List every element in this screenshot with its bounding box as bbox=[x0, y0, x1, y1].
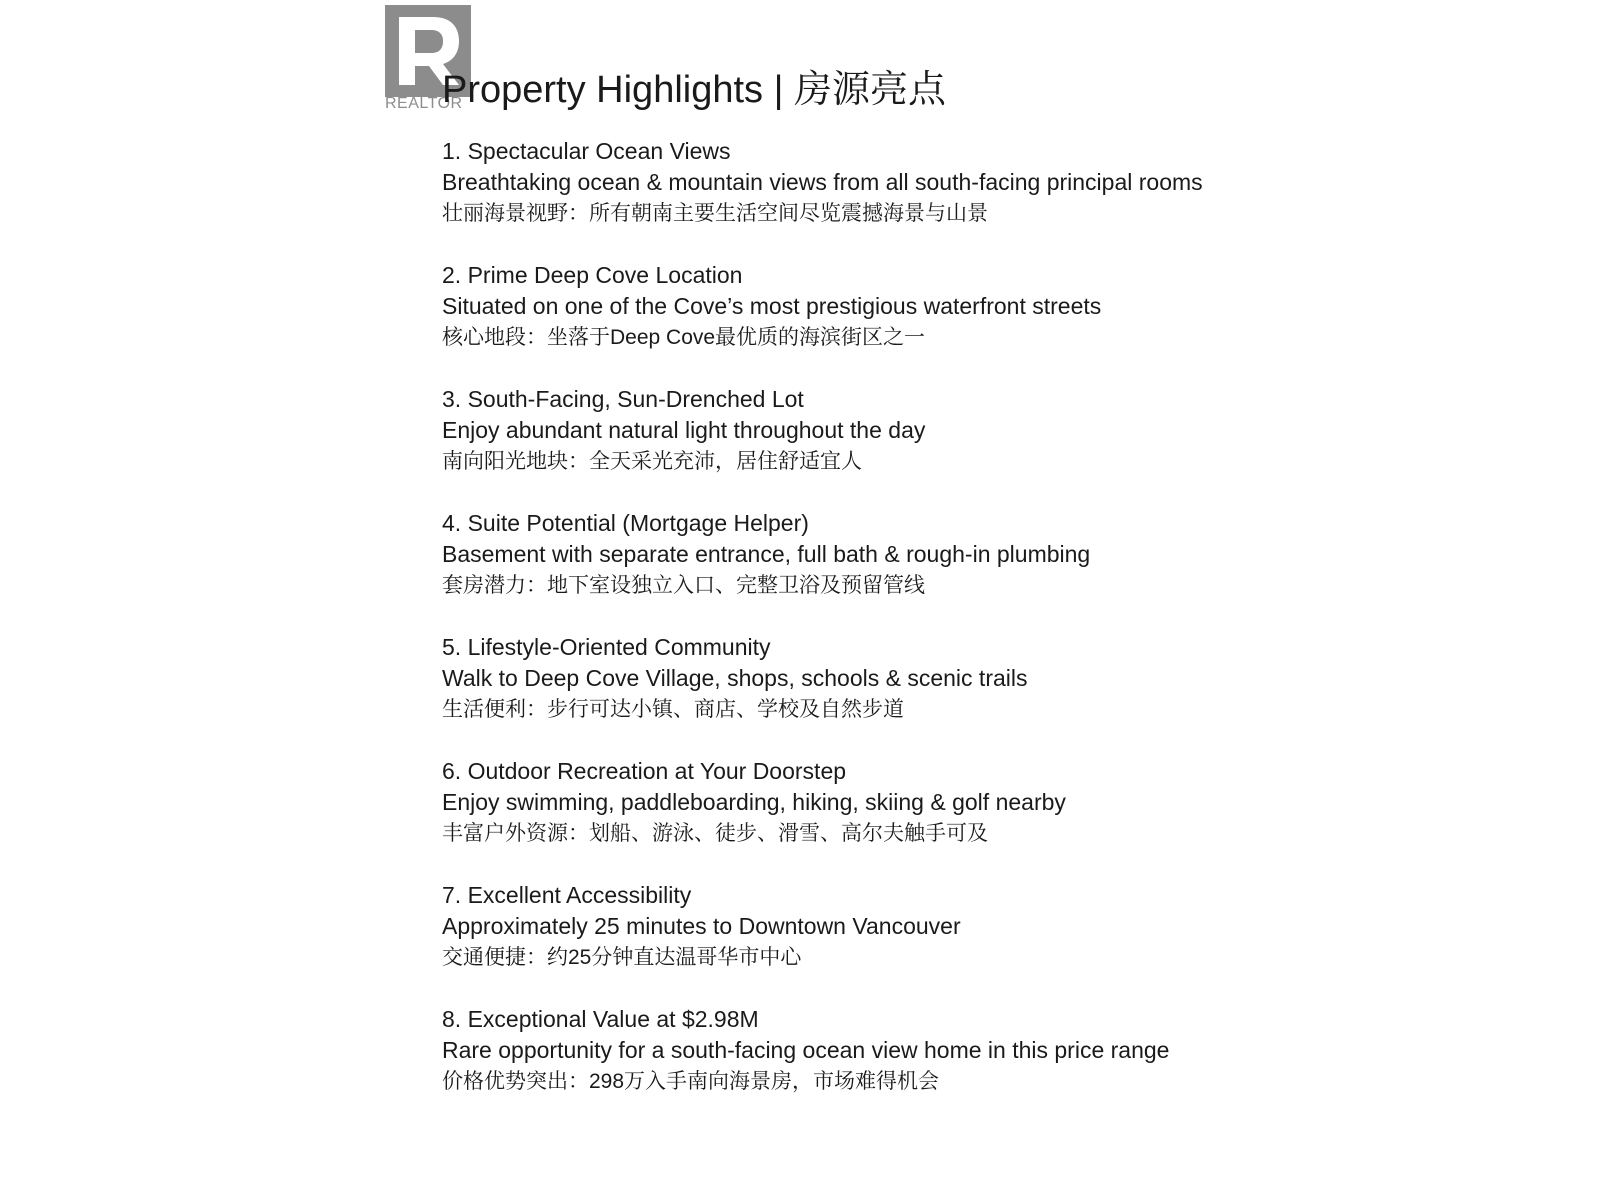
highlight-description-en: Situated on one of the Cove’s most prestigious waterfront streets bbox=[442, 293, 1102, 319]
highlight-item-1 bbox=[442, 136, 1562, 260]
highlight-item-6 bbox=[442, 756, 1562, 880]
highlight-description-cn: 壮丽海景视野：所有朝南主要生活空间尽览震撼海景与山景 bbox=[442, 202, 988, 225]
highlight-item-2 bbox=[442, 260, 1562, 384]
highlight-heading: 5. Lifestyle-Oriented Community bbox=[442, 634, 771, 660]
highlight-item-3 bbox=[442, 384, 1562, 508]
highlight-description-en: Basement with separate entrance, full bath & rough-in plumbing bbox=[442, 541, 1091, 567]
highlight-description-cn: 丰富户外资源：划船、游泳、徒步、滑雪、高尔夫触手可及 bbox=[442, 822, 988, 845]
highlight-description-en: Enjoy abundant natural light throughout the day bbox=[442, 417, 926, 443]
highlight-item-4 bbox=[442, 508, 1562, 632]
highlight-description-en: Walk to Deep Cove Village, shops, schools & scenic trails bbox=[442, 665, 1028, 691]
highlight-description-cn: 核心地段：坐落于Deep Cove最优质的海滨街区之一 bbox=[442, 326, 926, 349]
highlight-item-8 bbox=[442, 1004, 1562, 1128]
highlight-description-en: Enjoy swimming, paddleboarding, hiking, skiing & golf nearby bbox=[442, 789, 1066, 815]
highlights-list bbox=[442, 136, 1562, 1128]
highlight-heading: 7. Excellent Accessibility bbox=[442, 882, 692, 908]
highlight-description-cn: 生活便利：步行可达小镇、商店、学校及自然步道 bbox=[442, 698, 904, 721]
highlight-item-7 bbox=[442, 880, 1562, 1004]
highlight-description-en: Rare opportunity for a south-facing ocean view home in this price range bbox=[442, 1037, 1170, 1063]
realtor-logo-text: REALTOR bbox=[385, 95, 463, 112]
highlight-description-cn: 交通便捷：约25分钟直达温哥华市中心 bbox=[442, 946, 802, 969]
highlight-heading: 6. Outdoor Recreation at Your Doorstep bbox=[442, 758, 847, 784]
highlight-item-5 bbox=[442, 632, 1562, 756]
highlight-heading: 1. Spectacular Ocean Views bbox=[442, 138, 731, 164]
highlight-description-cn: 价格优势突出：298万入手南向海景房，市场难得机会 bbox=[442, 1070, 940, 1093]
highlight-heading: 4. Suite Potential (Mortgage Helper) bbox=[442, 510, 809, 536]
highlight-description-en: Breathtaking ocean & mountain views from all south-facing principal rooms bbox=[442, 169, 1203, 195]
page-title: Property Highlights | 房源亮点 bbox=[442, 69, 947, 111]
highlight-heading: 2. Prime Deep Cove Location bbox=[442, 262, 743, 288]
highlight-heading: 3. South-Facing, Sun-Drenched Lot bbox=[442, 386, 804, 412]
highlight-heading: 8. Exceptional Value at $2.98M bbox=[442, 1006, 759, 1032]
highlight-description-cn: 南向阳光地块：全天采光充沛，居住舒适宜人 bbox=[442, 450, 862, 473]
highlight-description-en: Approximately 25 minutes to Downtown Vancouver bbox=[442, 913, 961, 939]
highlight-description-cn: 套房潜力：地下室设独立入口、完整卫浴及预留管线 bbox=[442, 574, 925, 597]
